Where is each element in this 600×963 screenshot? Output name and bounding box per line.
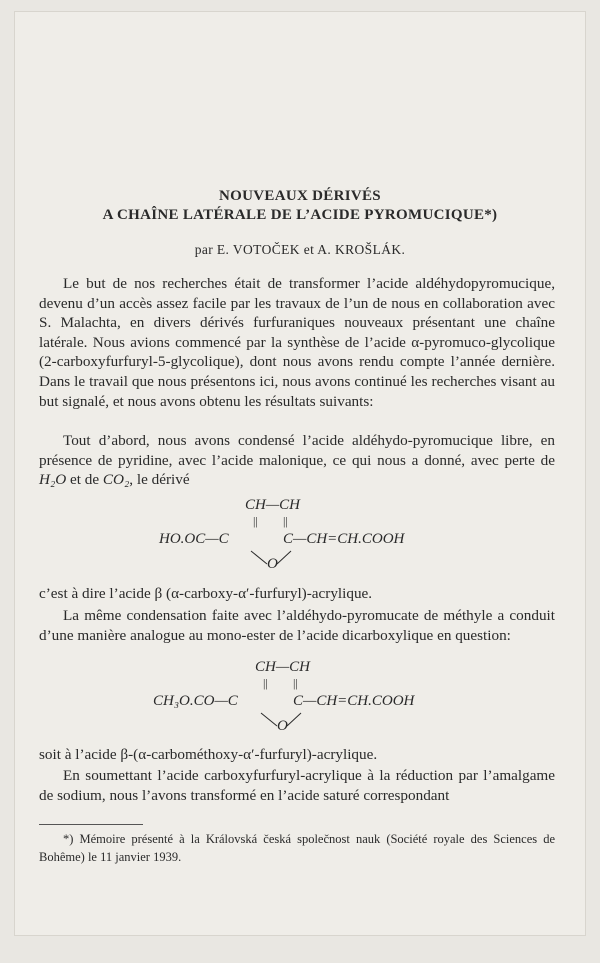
paragraph-6: En soumettant l’acide carboxyfurfuryl-acrylique à la réduction par l’amalgame de sodium, nous l’avons transformé en l’acide saturé correspondant <box>39 767 555 804</box>
formula-1-ring-bonds <box>159 497 459 581</box>
carbon-dioxide-formula: CO₂ <box>102 471 130 489</box>
formula-2-left-group: CH₃O.CO—C <box>153 693 238 709</box>
title-line-1: NOUVEAUX DÉRIVÉS <box>219 188 381 204</box>
formula-2-ring-oxygen: O <box>277 718 288 734</box>
paragraph-5: soit à l’acide β-(α-carbométhoxy-α′-furfuryl)-acrylique. <box>39 746 378 763</box>
formula-1-ring-oxygen: O <box>267 556 278 572</box>
paragraph-3: c’est à dire l’acide β (α-carboxy-α′-furfuryl)-acrylique. <box>39 585 373 602</box>
formula-1-left-group: HO.OC—C <box>159 531 229 547</box>
formula-2-double-bond-left: || <box>263 676 268 690</box>
paragraph-4: La même condensation faite avec l’aldéhydo-pyromucate de méthyle a conduit d’une manière analogue au mono-ester de l’acide dicarboxylique en question: <box>39 607 555 644</box>
document-page <box>14 11 586 936</box>
formula-2-double-bond-right: || <box>293 676 298 690</box>
structural-formula-2 <box>153 659 453 743</box>
footnote: *) Mémoire présenté à la Královská česká společnost nauk (Société royale des Sciences de Bohême) le 11 janvier 1939. <box>39 832 555 864</box>
paragraph-2: Tout d’abord, nous avons condensé l’acide aldéhydo-pyromucique libre, en présence de pyridine, avec l’acide malonique, ce qui nous a donné, avec perte de H₂O et de CO₂, le dérivé <box>39 432 555 489</box>
article-title <box>15 187 585 225</box>
formula-1-right-group: C—CH=CH.COOH <box>283 531 405 547</box>
paragraph-1: Le but de nos recherches était de transformer l’acide aldéhydopyromucique, devenu d’un accès assez facile par les travaux de l’un de nous en collaboration avec S. Malachta, en divers dérivés furfuraniques nouveaux présentant une chaîne latérale. Nous avions commencé par la synthèse de l’acide α-pyromuco-glycolique (2-carboxyfurfuryl-5-glycolique), dont nous avons rendu compte l’année dernière. Dans le travail que nous présentons ici, nous avons continué les recherches visant au but signalé, et nous avons obtenu les résultats suivants: <box>39 275 555 410</box>
formula-2-top: CH—CH <box>255 659 311 675</box>
formula-2-right-group: C—CH=CH.COOH <box>293 693 415 709</box>
title-line-2: A CHAÎNE LATÉRALE DE L’ACIDE PYROMUCIQUE*) <box>102 207 498 223</box>
water-formula: H₂O <box>39 471 67 489</box>
authors-line: par E. VOTOČEK et A. KROŠLÁK. <box>194 242 406 257</box>
formula-1-top: CH—CH <box>245 497 301 513</box>
formula-1-double-bond-right: || <box>283 514 288 528</box>
formula-2-ring-bonds <box>153 659 453 743</box>
structural-formula-1 <box>159 497 459 581</box>
formula-1-double-bond-left: || <box>253 514 258 528</box>
footnote-rule <box>39 824 143 825</box>
